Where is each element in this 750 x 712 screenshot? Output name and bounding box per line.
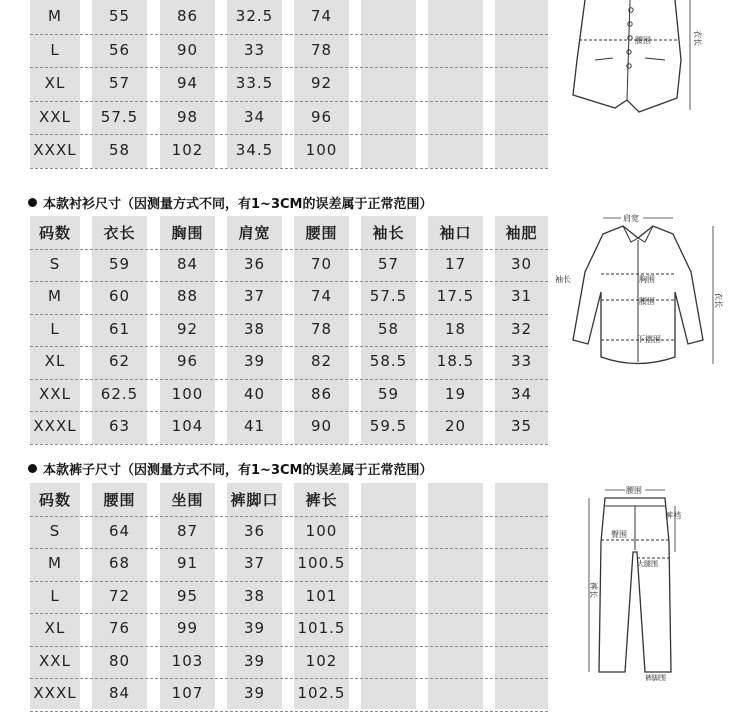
table-cell: 39: [243, 684, 266, 702]
table-cell: 92: [176, 319, 199, 338]
pants-length-label: 裤长: [589, 582, 598, 598]
table-cell: 18.5: [436, 352, 475, 370]
table-cell: 31: [510, 287, 533, 305]
table-cell: 33: [510, 352, 533, 370]
table-cell: 104: [171, 417, 204, 435]
table-cell: 57.5: [369, 287, 408, 305]
table-cell: 96: [176, 352, 199, 370]
table-cell: 30: [510, 254, 533, 273]
table-cell: 38: [243, 319, 266, 338]
table-cell: 56: [108, 40, 131, 59]
pants-title-text: 本款裤子尺寸（因测量方式不同，有1~3CM的误差属于正常范围）: [43, 463, 433, 478]
table-cell: 35: [510, 417, 533, 435]
shirt-title-text: 本款衬衫尺寸（因测量方式不同，有1~3CM的误差属于正常范围）: [43, 197, 433, 212]
table-cell: 34: [243, 107, 266, 126]
table-cell: 91: [176, 554, 199, 572]
table-cell: 17.5: [436, 287, 475, 305]
table-cell: 32: [510, 319, 533, 338]
table-cell: 59: [377, 384, 400, 403]
table-cell: XXL: [39, 651, 71, 670]
shirt-diagram: [553, 212, 745, 382]
table-cell: XXL: [39, 107, 71, 126]
vest-waist-label: 腰围: [635, 36, 651, 45]
table-cell: 84: [108, 684, 131, 702]
vest-length-label: 衣长: [693, 30, 702, 46]
table-cell: XXXL: [33, 684, 77, 702]
pants-section-title: [28, 459, 432, 478]
table-cell: 74: [310, 287, 333, 305]
pants-hem-label: 裤脚围: [645, 674, 666, 682]
table-cell: XL: [44, 619, 66, 637]
bullet-icon: [28, 198, 37, 207]
table-cell: 100: [305, 521, 338, 540]
table-header-cell: 腰围: [305, 224, 338, 242]
table-header-cell: 衣长: [103, 224, 136, 242]
table-header-cell: 胸围: [171, 224, 204, 242]
table-cell: 18: [444, 319, 467, 338]
shirt-sleeve-label: 袖长: [555, 275, 571, 284]
table-cell: 95: [176, 586, 199, 605]
table-cell: 40: [243, 384, 266, 403]
table-cell: 74: [310, 7, 333, 25]
table-cell: 62.5: [100, 384, 139, 403]
table-cell: 90: [176, 40, 199, 59]
table-header-cell: 码数: [38, 224, 71, 242]
table-cell: S: [49, 521, 61, 540]
table-cell: XXXL: [33, 417, 77, 435]
table-cell: 86: [310, 384, 333, 403]
table-cell: 57: [377, 254, 400, 273]
table-cell: 58.5: [369, 352, 408, 370]
table-cell: 72: [108, 586, 131, 605]
table-cell: XXXL: [33, 141, 77, 159]
pants-thigh-label: 大腿围: [637, 560, 658, 568]
table-cell: 94: [176, 74, 199, 92]
table-cell: 82: [310, 352, 333, 370]
table-cell: 78: [310, 40, 333, 59]
table-cell: M: [48, 287, 62, 305]
table-cell: 103: [171, 651, 204, 670]
table-cell: XL: [44, 352, 66, 370]
table-cell: XL: [44, 74, 66, 92]
table-cell: 100.5: [297, 554, 346, 572]
table-cell: 62: [108, 352, 131, 370]
table-cell: 64: [108, 521, 131, 540]
table-cell: 63: [108, 417, 131, 435]
table-cell: 32.5: [235, 7, 274, 25]
table-cell: L: [50, 586, 60, 605]
table-cell: 39: [243, 619, 266, 637]
table-header-cell: 裤长: [305, 491, 338, 509]
shirt-section-title: [28, 193, 432, 212]
table-cell: S: [49, 254, 61, 273]
table-cell: XXL: [39, 384, 71, 403]
table-cell: 58: [377, 319, 400, 338]
table-header-cell: 肩宽: [238, 224, 271, 242]
table-cell: 100: [305, 141, 338, 159]
table-cell: 100: [171, 384, 204, 403]
table-cell: 92: [310, 74, 333, 92]
table-cell: 59: [108, 254, 131, 273]
table-cell: 41: [243, 417, 266, 435]
table-cell: 17: [444, 254, 467, 273]
table-cell: 87: [176, 521, 199, 540]
table-cell: 107: [171, 684, 204, 702]
vest-diagram: [555, 0, 745, 130]
pants-diagram: [575, 482, 695, 682]
table-cell: M: [48, 554, 62, 572]
table-cell: 101: [305, 586, 338, 605]
table-cell: 34: [510, 384, 533, 403]
table-cell: 38: [243, 586, 266, 605]
table-cell: 90: [310, 417, 333, 435]
table-cell: 80: [108, 651, 131, 670]
table-cell: 36: [243, 254, 266, 273]
table-cell: 98: [176, 107, 199, 126]
pants-rise-label: 裤裆: [665, 511, 681, 520]
table-cell: 101.5: [297, 619, 346, 637]
table-cell: 57.5: [100, 107, 139, 126]
table-cell: 57: [108, 74, 131, 92]
table-cell: 84: [176, 254, 199, 273]
table-cell: 61: [108, 319, 131, 338]
table-cell: 78: [310, 319, 333, 338]
shirt-hem-label: 下摆围: [637, 335, 661, 344]
table-header-cell: 裤脚口: [230, 491, 279, 509]
table-cell: 37: [243, 554, 266, 572]
table-cell: 99: [176, 619, 199, 637]
table-cell: L: [50, 40, 60, 59]
table-cell: 96: [310, 107, 333, 126]
pants-waist-label: 腰围: [626, 486, 642, 495]
table-cell: 102: [171, 141, 204, 159]
table-cell: 55: [108, 7, 131, 25]
table-cell: 37: [243, 287, 266, 305]
table-cell: 34.5: [235, 141, 274, 159]
table-header-cell: 坐围: [171, 491, 204, 509]
pants-hip-label: 臀围: [611, 530, 627, 539]
table-cell: 68: [108, 554, 131, 572]
table-cell: 39: [243, 651, 266, 670]
table-cell: 36: [243, 521, 266, 540]
table-cell: 86: [176, 7, 199, 25]
table-cell: 88: [176, 287, 199, 305]
shirt-length-label: 衣长: [714, 292, 723, 308]
bullet-icon: [28, 464, 37, 473]
table-cell: 102: [305, 651, 338, 670]
table-cell: 19: [444, 384, 467, 403]
table-header-cell: 袖肥: [505, 224, 538, 242]
table-cell: 39: [243, 352, 266, 370]
shirt-shoulder-label: 肩宽: [623, 214, 639, 223]
table-header-cell: 腰围: [103, 491, 136, 509]
shirt-chest-label: 胸围: [639, 275, 655, 284]
table-cell: 70: [310, 254, 333, 273]
table-cell: L: [50, 319, 60, 338]
table-cell: 58: [108, 141, 131, 159]
table-cell: 76: [108, 619, 131, 637]
table-header-cell: 码数: [38, 491, 71, 509]
shirt-waist-label: 腰围: [639, 297, 655, 306]
table-cell: 60: [108, 287, 131, 305]
table-cell: 20: [444, 417, 467, 435]
table-cell: 59.5: [369, 417, 408, 435]
table-header-cell: 袖长: [372, 224, 405, 242]
table-header-cell: 袖口: [439, 224, 472, 242]
table-cell: 102.5: [297, 684, 346, 702]
table-cell: M: [48, 7, 62, 25]
table-cell: 33.5: [235, 74, 274, 92]
table-cell: 33: [243, 40, 266, 59]
